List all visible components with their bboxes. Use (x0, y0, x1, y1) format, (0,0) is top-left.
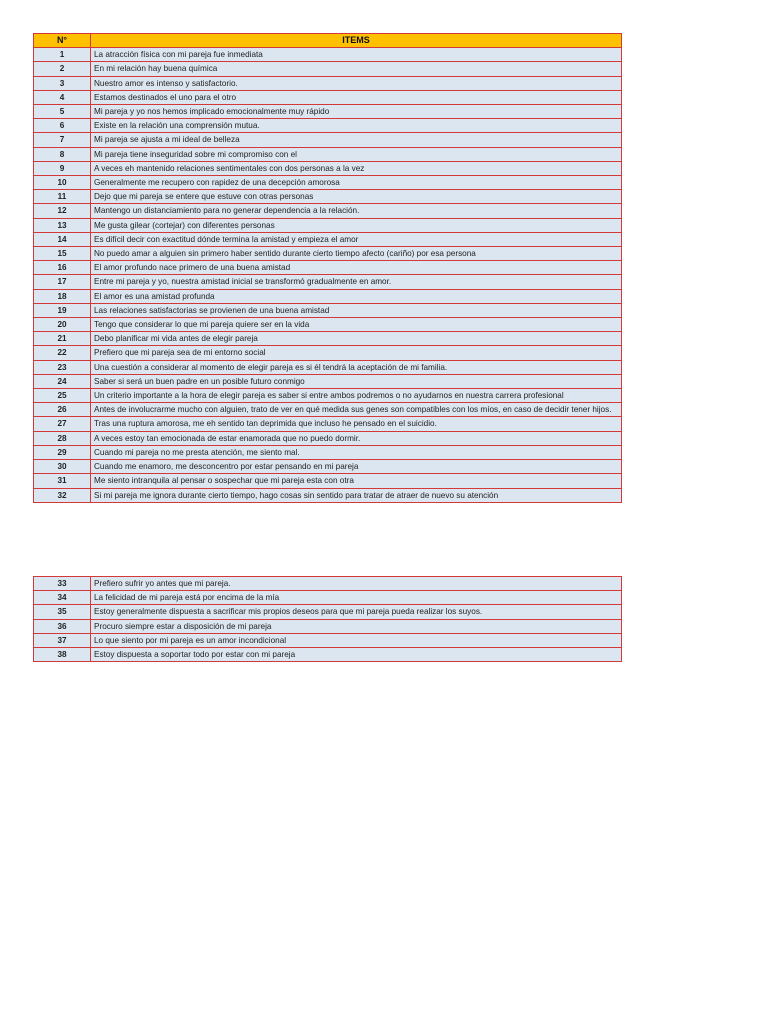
item-text: Tengo que considerar lo que mi pareja quiere ser en la vida (91, 318, 622, 332)
item-text: Prefiero sufrir yo antes que mi pareja. (91, 577, 622, 591)
items-table-2 (33, 576, 622, 662)
item-text: Procuro siempre estar a disposición de mi pareja (91, 619, 622, 633)
item-text: Mi pareja tiene inseguridad sobre mi compromiso con el (91, 147, 622, 161)
table-row (34, 90, 622, 104)
item-number: 2 (34, 62, 91, 76)
item-text: Cuando mi pareja no me presta atención, me siento mal. (91, 445, 622, 459)
items-table-1 (33, 33, 622, 503)
item-number: 8 (34, 147, 91, 161)
item-number: 38 (34, 648, 91, 662)
item-text: Tras una ruptura amorosa, me eh sentido tan deprimida que incluso he pensado en el suicidio. (91, 417, 622, 431)
item-number: 13 (34, 218, 91, 232)
item-text: Me siento intranquila al pensar o sospechar que mi pareja esta con otra (91, 474, 622, 488)
table-row (34, 289, 622, 303)
item-text: El amor es una amistad profunda (91, 289, 622, 303)
item-text: Me gusta gilear (cortejar) con diferentes personas (91, 218, 622, 232)
item-number: 21 (34, 332, 91, 346)
items-table-1-body (34, 48, 622, 503)
item-number: 7 (34, 133, 91, 147)
table-row (34, 474, 622, 488)
item-text: Estoy generalmente dispuesta a sacrificar mis propios deseos para que mi pareja pueda realizar los suyos. (91, 605, 622, 619)
table-row (34, 275, 622, 289)
item-text: El amor profundo nace primero de una buena amistad (91, 261, 622, 275)
item-number: 16 (34, 261, 91, 275)
item-number: 4 (34, 90, 91, 104)
item-number: 14 (34, 232, 91, 246)
item-number: 25 (34, 389, 91, 403)
item-number: 26 (34, 403, 91, 417)
item-text: Es difícil decir con exactitud dónde termina la amistad y empieza el amor (91, 232, 622, 246)
header-num: N° (34, 34, 91, 48)
item-text: Estoy dispuesta a soportar todo por estar con mi pareja (91, 648, 622, 662)
item-text: Antes de involucrarme mucho con alguien, trato de ver en qué medida sus genes son compatibles con los míos, en caso de decidir tener hijos. (91, 403, 622, 417)
item-text: Las relaciones satisfactorias se provienen de una buena amistad (91, 303, 622, 317)
table-row (34, 403, 622, 417)
item-text: Mi pareja se ajusta a mi ideal de belleza (91, 133, 622, 147)
table-row (34, 303, 622, 317)
table-row (34, 147, 622, 161)
item-number: 36 (34, 619, 91, 633)
item-number: 3 (34, 76, 91, 90)
item-text: Existe en la relación una comprensión mutua. (91, 119, 622, 133)
item-text: Saber si será un buen padre en un posible futuro conmigo (91, 374, 622, 388)
item-number: 20 (34, 318, 91, 332)
item-number: 12 (34, 204, 91, 218)
table-row (34, 119, 622, 133)
item-text: Cuando me enamoro, me desconcentro por estar pensando en mi pareja (91, 460, 622, 474)
table-row (34, 218, 622, 232)
item-text: Si mi pareja me ignora durante cierto tiempo, hago cosas sin sentido para tratar de atraer de nuevo su atención (91, 488, 622, 502)
table-row (34, 445, 622, 459)
item-text: Entre mi pareja y yo, nuestra amistad inicial se transformó gradualmente en amor. (91, 275, 622, 289)
table-row (34, 161, 622, 175)
item-number: 17 (34, 275, 91, 289)
item-number: 23 (34, 360, 91, 374)
table-row (34, 591, 622, 605)
item-number: 28 (34, 431, 91, 445)
item-text: Nuestro amor es intenso y satisfactorio. (91, 76, 622, 90)
table-row (34, 105, 622, 119)
item-number: 24 (34, 374, 91, 388)
item-number: 9 (34, 161, 91, 175)
table-row (34, 204, 622, 218)
table-row (34, 190, 622, 204)
table-row (34, 261, 622, 275)
item-text: Dejo que mi pareja se entere que estuve con otras personas (91, 190, 622, 204)
table-row (34, 431, 622, 445)
table-row (34, 577, 622, 591)
item-number: 19 (34, 303, 91, 317)
item-number: 35 (34, 605, 91, 619)
item-text: A veces estoy tan emocionada de estar enamorada que no puedo dormir. (91, 431, 622, 445)
table-row (34, 232, 622, 246)
item-text: La atracción física con mi pareja fue inmediata (91, 48, 622, 62)
table-row (34, 374, 622, 388)
item-text: A veces eh mantenido relaciones sentimentales con dos personas a la vez (91, 161, 622, 175)
table-row (34, 648, 622, 662)
table-row (34, 417, 622, 431)
item-number: 15 (34, 247, 91, 261)
item-number: 1 (34, 48, 91, 62)
table-row (34, 633, 622, 647)
header-items: ITEMS (91, 34, 622, 48)
item-text: Generalmente me recupero con rapidez de una decepción amorosa (91, 176, 622, 190)
item-number: 33 (34, 577, 91, 591)
item-text: No puedo amar a alguien sin primero haber sentido durante cierto tiempo afecto (cariño) por esa persona (91, 247, 622, 261)
table-row (34, 133, 622, 147)
item-text: La felicidad de mi pareja está por encima de la mía (91, 591, 622, 605)
item-text: Mantengo un distanciamiento para no generar dependencia a la relación. (91, 204, 622, 218)
item-number: 10 (34, 176, 91, 190)
items-table-2-body (34, 577, 622, 662)
item-text: Un criterio importante a la hora de elegir pareja es saber si entre ambos podremos o no ayudarnos en nuestra carrera profesional (91, 389, 622, 403)
item-number: 18 (34, 289, 91, 303)
table-row (34, 62, 622, 76)
item-text: Mi pareja y yo nos hemos implicado emocionalmente muy rápido (91, 105, 622, 119)
table-row (34, 176, 622, 190)
item-text: En mi relación hay buena química (91, 62, 622, 76)
table-header (34, 34, 622, 48)
table-row (34, 346, 622, 360)
item-text: Debo planificar mi vida antes de elegir pareja (91, 332, 622, 346)
table-row (34, 605, 622, 619)
item-text: Una cuestión a considerar al momento de elegir pareja es si él tendrá la aceptación de mi familia. (91, 360, 622, 374)
item-number: 6 (34, 119, 91, 133)
table-row (34, 247, 622, 261)
item-number: 22 (34, 346, 91, 360)
item-number: 29 (34, 445, 91, 459)
item-text: Prefiero que mi pareja sea de mi entorno social (91, 346, 622, 360)
item-number: 30 (34, 460, 91, 474)
item-number: 11 (34, 190, 91, 204)
item-text: Estamos destinados el uno para el otro (91, 90, 622, 104)
item-number: 27 (34, 417, 91, 431)
table-row (34, 332, 622, 346)
item-number: 37 (34, 633, 91, 647)
item-number: 31 (34, 474, 91, 488)
table-row (34, 488, 622, 502)
table-row (34, 318, 622, 332)
table-row (34, 460, 622, 474)
table-row (34, 619, 622, 633)
item-number: 5 (34, 105, 91, 119)
table-row (34, 360, 622, 374)
table-row (34, 76, 622, 90)
item-number: 32 (34, 488, 91, 502)
item-text: Lo que siento por mi pareja es un amor incondicional (91, 633, 622, 647)
table-row (34, 48, 622, 62)
item-number: 34 (34, 591, 91, 605)
table-row (34, 389, 622, 403)
